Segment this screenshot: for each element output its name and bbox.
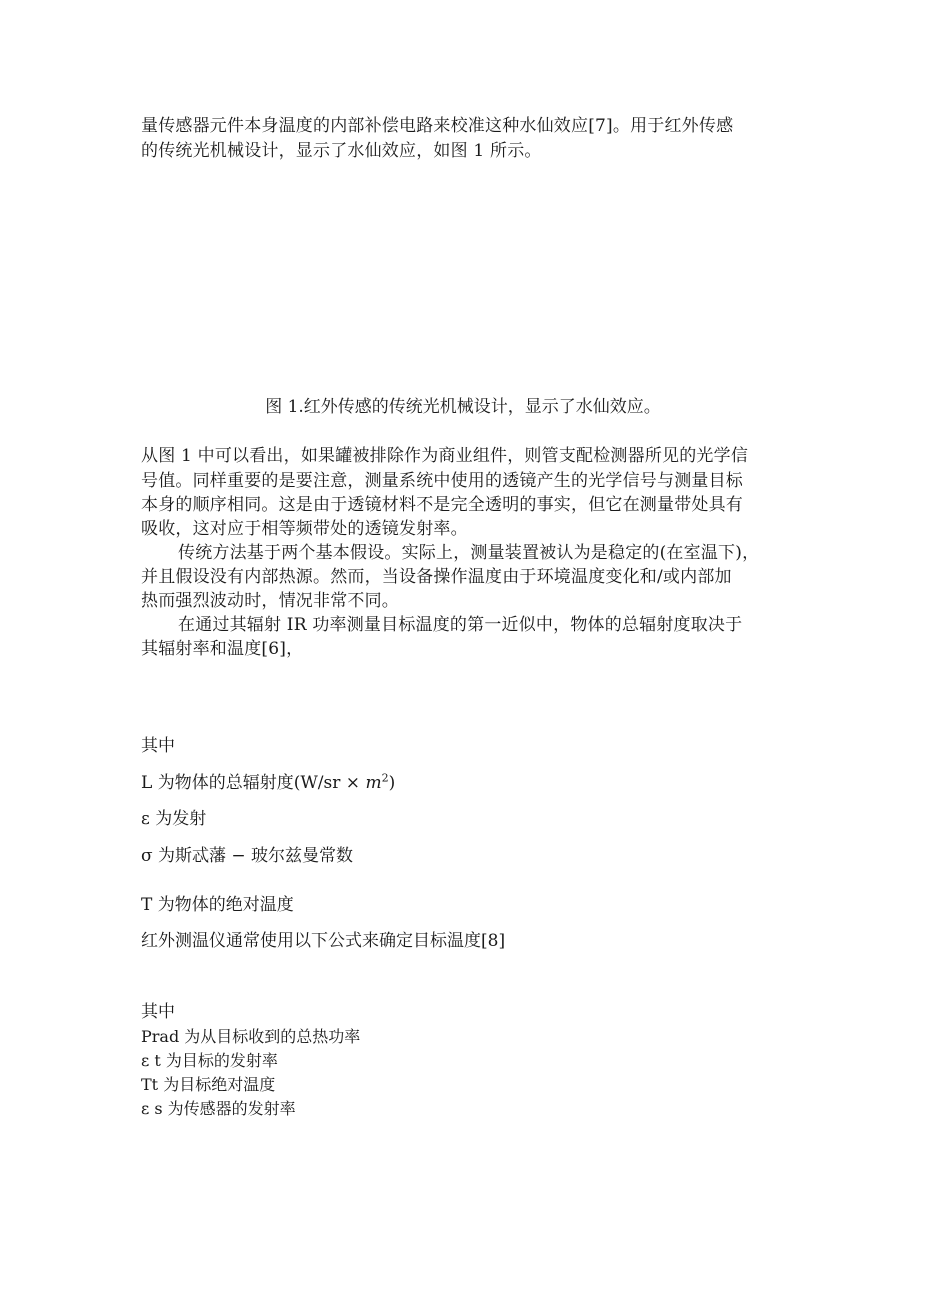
def-L-unit: m: [365, 773, 382, 793]
formula-intro: 红外测温仪通常使用以下公式来确定目标温度[8]: [141, 931, 506, 951]
para1-line-2: 号值。同样重要的是要注意，测量系统中使用的透镜产生的光学信号与测量目标: [141, 471, 743, 491]
figure-1-image-area: [141, 175, 786, 385]
def-Tt: Tt 为目标绝对温度: [141, 1075, 276, 1094]
intro-line-1: 量传感器元件本身温度的内部补偿电路来校准这种水仙效应[7]。用于红外传感: [141, 116, 734, 136]
def-L: [141, 772, 395, 794]
def-epsilon-s: ε s 为传感器的发射率: [141, 1099, 296, 1118]
def-L-exponent: 2: [381, 771, 389, 785]
def-epsilon: ε 为发射: [141, 809, 207, 829]
para1-line-1: 从图 1 中可以看出，如果罐被排除作为商业组件，则管支配检测器所见的光学信: [141, 446, 749, 466]
intro-line-2: 的传统光机械设计，显示了水仙效应，如图 1 所示。: [141, 141, 542, 161]
def-L-text: L 为物体的总辐射度(W/sr ×: [141, 773, 366, 793]
figure-caption: 图 1.红外传感的传统光机械设计，显示了水仙效应。: [265, 397, 661, 417]
para2-line-2: 并且假设没有内部热源。然而，当设备操作温度由于环境温度变化和/或内部加: [141, 567, 732, 587]
def-L-close: ): [388, 773, 396, 793]
def-sigma: σ 为斯忒藩 − 玻尔兹曼常数: [141, 846, 354, 866]
para1-line-4: 吸收，这对应于相等频带处的透镜发射率。: [141, 519, 468, 539]
where-label-2: 其中: [141, 1002, 175, 1022]
para3-line-1: 在通过其辐射 IR 功率测量目标温度的第一近似中，物体的总辐射度取决于: [178, 615, 743, 635]
where-label-1: 其中: [141, 736, 175, 756]
def-T: T 为物体的绝对温度: [141, 895, 294, 915]
def-prad: Prad 为从目标收到的总热功率: [141, 1027, 361, 1046]
para3-line-2: 其辐射率和温度[6]，: [141, 639, 304, 659]
para1-line-3: 本身的顺序相同。这是由于透镜材料不是完全透明的事实，但它在测量带处具有: [141, 495, 743, 515]
def-epsilon-t: ε t 为目标的发射率: [141, 1051, 278, 1070]
para2-line-3: 热而强烈波动时，情况非常不同。: [141, 591, 399, 611]
para2-line-1: 传统方法基于两个基本假设。实际上，测量装置被认为是稳定的(在室温下)，: [178, 543, 760, 563]
